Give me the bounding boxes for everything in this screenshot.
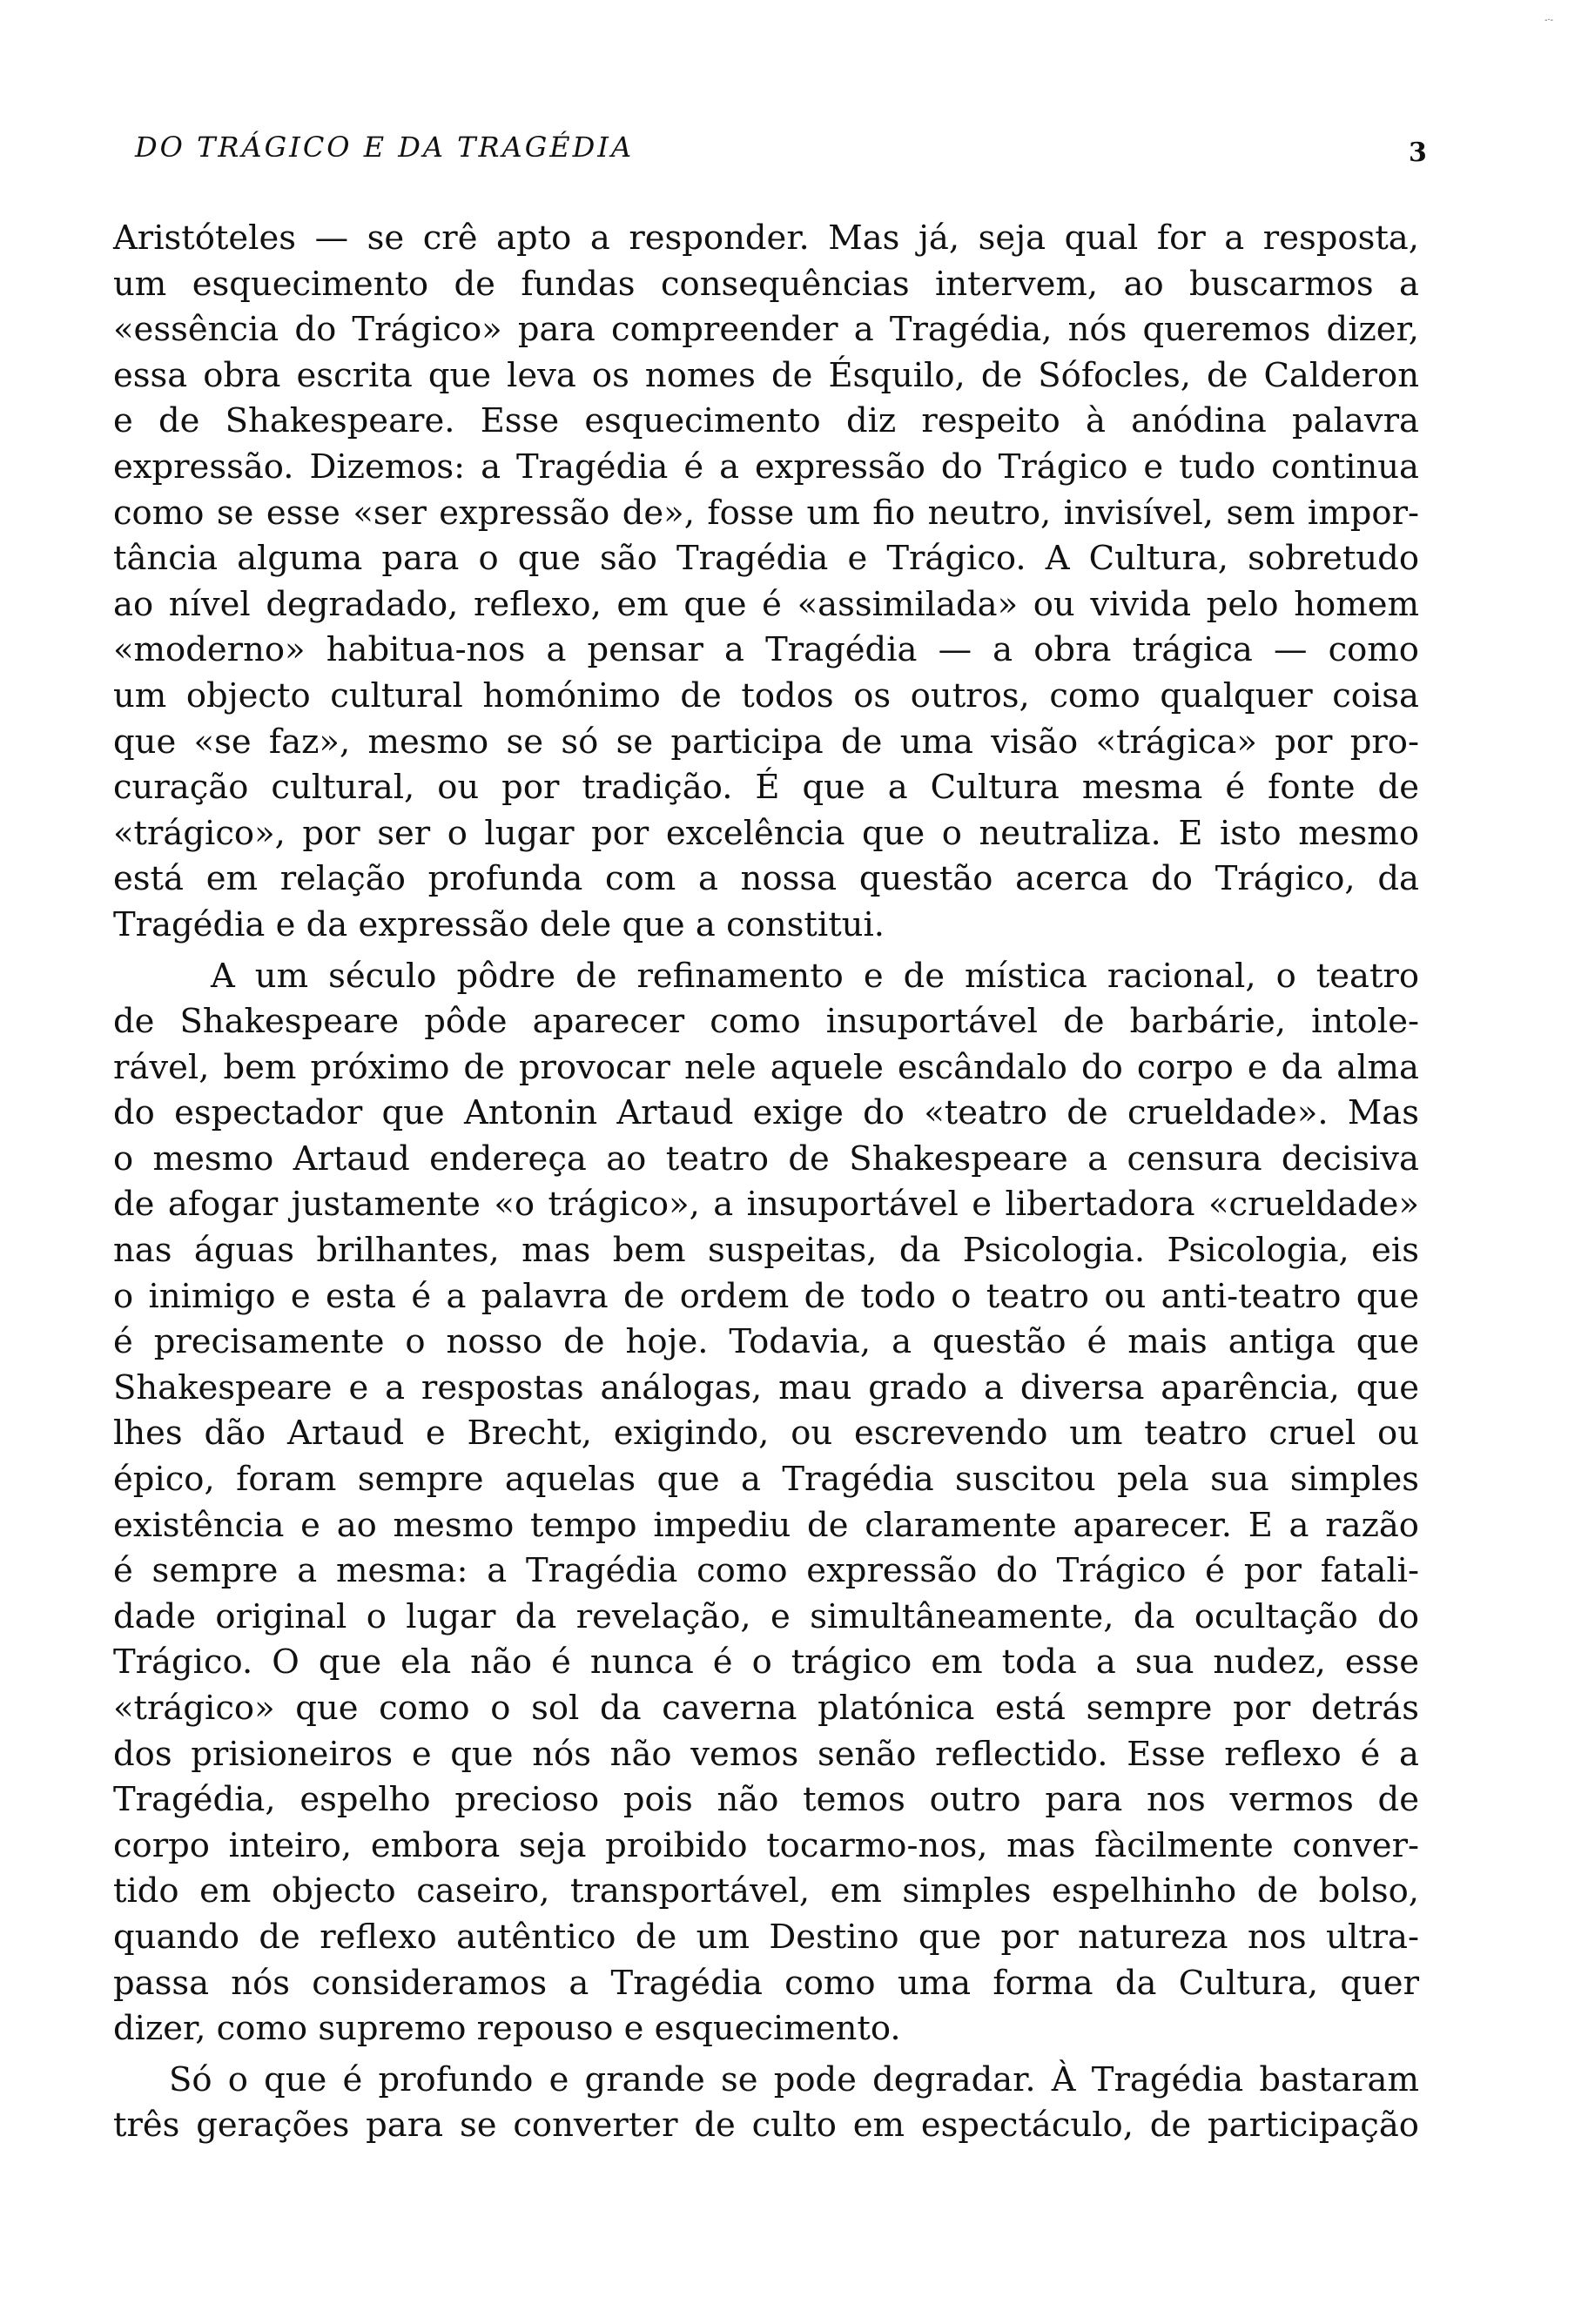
text-line: tância alguma para o que são Tragédia e Trágico. A Cultura, sobretudo [113, 539, 1419, 579]
text-line: o mesmo Artaud endereça ao teatro de Shakespeare a censura decisiva [113, 1138, 1419, 1179]
text-line: está em relação profunda com a nossa questão acerca do Trágico, da [113, 859, 1419, 899]
text-line: um esquecimento de fundas consequências intervem, ao buscarmos a [113, 264, 1419, 304]
paragraph [113, 216, 1419, 949]
text-line: que «se faz», mesmo se só se participa de uma visão «trágica» por pro- [113, 722, 1419, 762]
paragraph [113, 2058, 1419, 2149]
text-line: épico, foram sempre aquelas que a Tragédia suscitou pela sua simples [113, 1460, 1419, 1500]
text-line: existência e ao mesmo tempo impediu de claramente aparecer. E a razão [113, 1505, 1419, 1545]
text-line: dade original o lugar da revelação, e simultâneamente, da ocultação do [113, 1596, 1419, 1636]
text-line: expressão. Dizemos: a Tragédia é a expressão do Trágico e tudo continua [113, 447, 1419, 487]
paragraph [113, 954, 1419, 2052]
text-line: essa obra escrita que leva os nomes de Ésquilo, de Sófocles, de Calderon [113, 355, 1419, 395]
text-line: Só o que é profundo e grande se pode degradar. À Tragédia bastaram [169, 2059, 1419, 2099]
text-line: «trágico» que como o sol da caverna platónica está sempre por detrás [113, 1689, 1419, 1728]
text-line: Aristóteles — se crê apto a responder. Mas já, seja qual for a resposta, [113, 218, 1419, 258]
page-number: 3 [1409, 138, 1427, 168]
text-line: Trágico. O que ela não é nunca é o trágico em toda a sua nudez, esse [113, 1642, 1419, 1683]
text-line: dos prisioneiros e que nós não vemos senão reflectido. Esse reflexo é a [113, 1734, 1419, 1774]
text-line: passa nós consideramos a Tragédia como uma forma da Cultura, quer [113, 1963, 1419, 2003]
body-text [113, 216, 1419, 2149]
text-line: rável, bem próximo de provocar nele aquele escândalo do corpo e da alma [113, 1047, 1419, 1087]
text-line: «trágico», por ser o lugar por excelência que o neutraliza. E isto mesmo [113, 813, 1419, 853]
text-line: do espectador que Antonin Artaud exige do «teatro de crueldade». Mas [113, 1093, 1419, 1133]
text-line: e de Shakespeare. Esse esquecimento diz respeito à anódina palavra [113, 401, 1419, 441]
text-line: de Shakespeare pôde aparecer como insuportável de barbárie, intole- [113, 1002, 1419, 1042]
text-line: é sempre a mesma: a Tragédia como expressão do Trágico é por fatali- [113, 1551, 1419, 1591]
text-line: um objecto cultural homónimo de todos os outros, como qualquer coisa [113, 675, 1419, 715]
text-line: ao nível degradado, reflexo, em que é «assimilada» ou vivida pelo homem [113, 584, 1419, 624]
text-line: o inimigo e esta é a palavra de ordem de todo o teatro ou anti-teatro que [113, 1276, 1419, 1316]
text-line: Shakespeare e a respostas análogas, mau grado a diversa aparência, que [113, 1367, 1419, 1407]
text-line: dizer, como supremo repouso e esquecimento. [113, 2009, 901, 2049]
text-line: é precisamente o nosso de hoje. Todavia, a questão é mais antiga que [113, 1322, 1419, 1362]
text-line: de afogar justamente «o trágico», a insuportável e libertadora «crueldade» [113, 1185, 1419, 1225]
text-line: corpo inteiro, embora seja proibido tocarmo-nos, mas fàcilmente conver- [113, 1825, 1419, 1865]
text-line: A um século pôdre de refinamento e de mística racional, o teatro [211, 956, 1419, 996]
text-line: Tragédia e da expressão dele que a constitui. [113, 904, 885, 944]
text-line: «moderno» habitua-nos a pensar a Tragédia — a obra trágica — como [113, 630, 1419, 670]
text-line: quando de reflexo autêntico de um Destino que por natureza nos ultra- [113, 1917, 1419, 1957]
text-line: lhes dão Artaud e Brecht, exigindo, ou escrevendo um teatro cruel ou [113, 1414, 1419, 1454]
text-line: como se esse «ser expressão de», fosse um fio neutro, invisível, sem impor- [113, 493, 1419, 533]
scan-speck: -·- [1544, 16, 1553, 25]
text-line: curação cultural, ou por tradição. É que a Cultura mesma é fonte de [113, 768, 1419, 808]
text-line: três gerações para se converter de culto em espectáculo, de participação [113, 2106, 1419, 2146]
running-head: DO TRÁGICO E DA TRAGÉDIA [135, 131, 635, 164]
text-line: tido em objecto caseiro, transportável, em simples espelhinho de bolso, [113, 1871, 1419, 1911]
text-line: nas águas brilhantes, mas bem suspeitas, da Psicologia. Psicologia, eis [113, 1231, 1419, 1271]
text-line: «essência do Trágico» para compreender a Tragédia, nós queremos dizer, [113, 310, 1419, 350]
text-line: Tragédia, espelho precioso pois não temos outro para nos vermos de [113, 1780, 1419, 1820]
